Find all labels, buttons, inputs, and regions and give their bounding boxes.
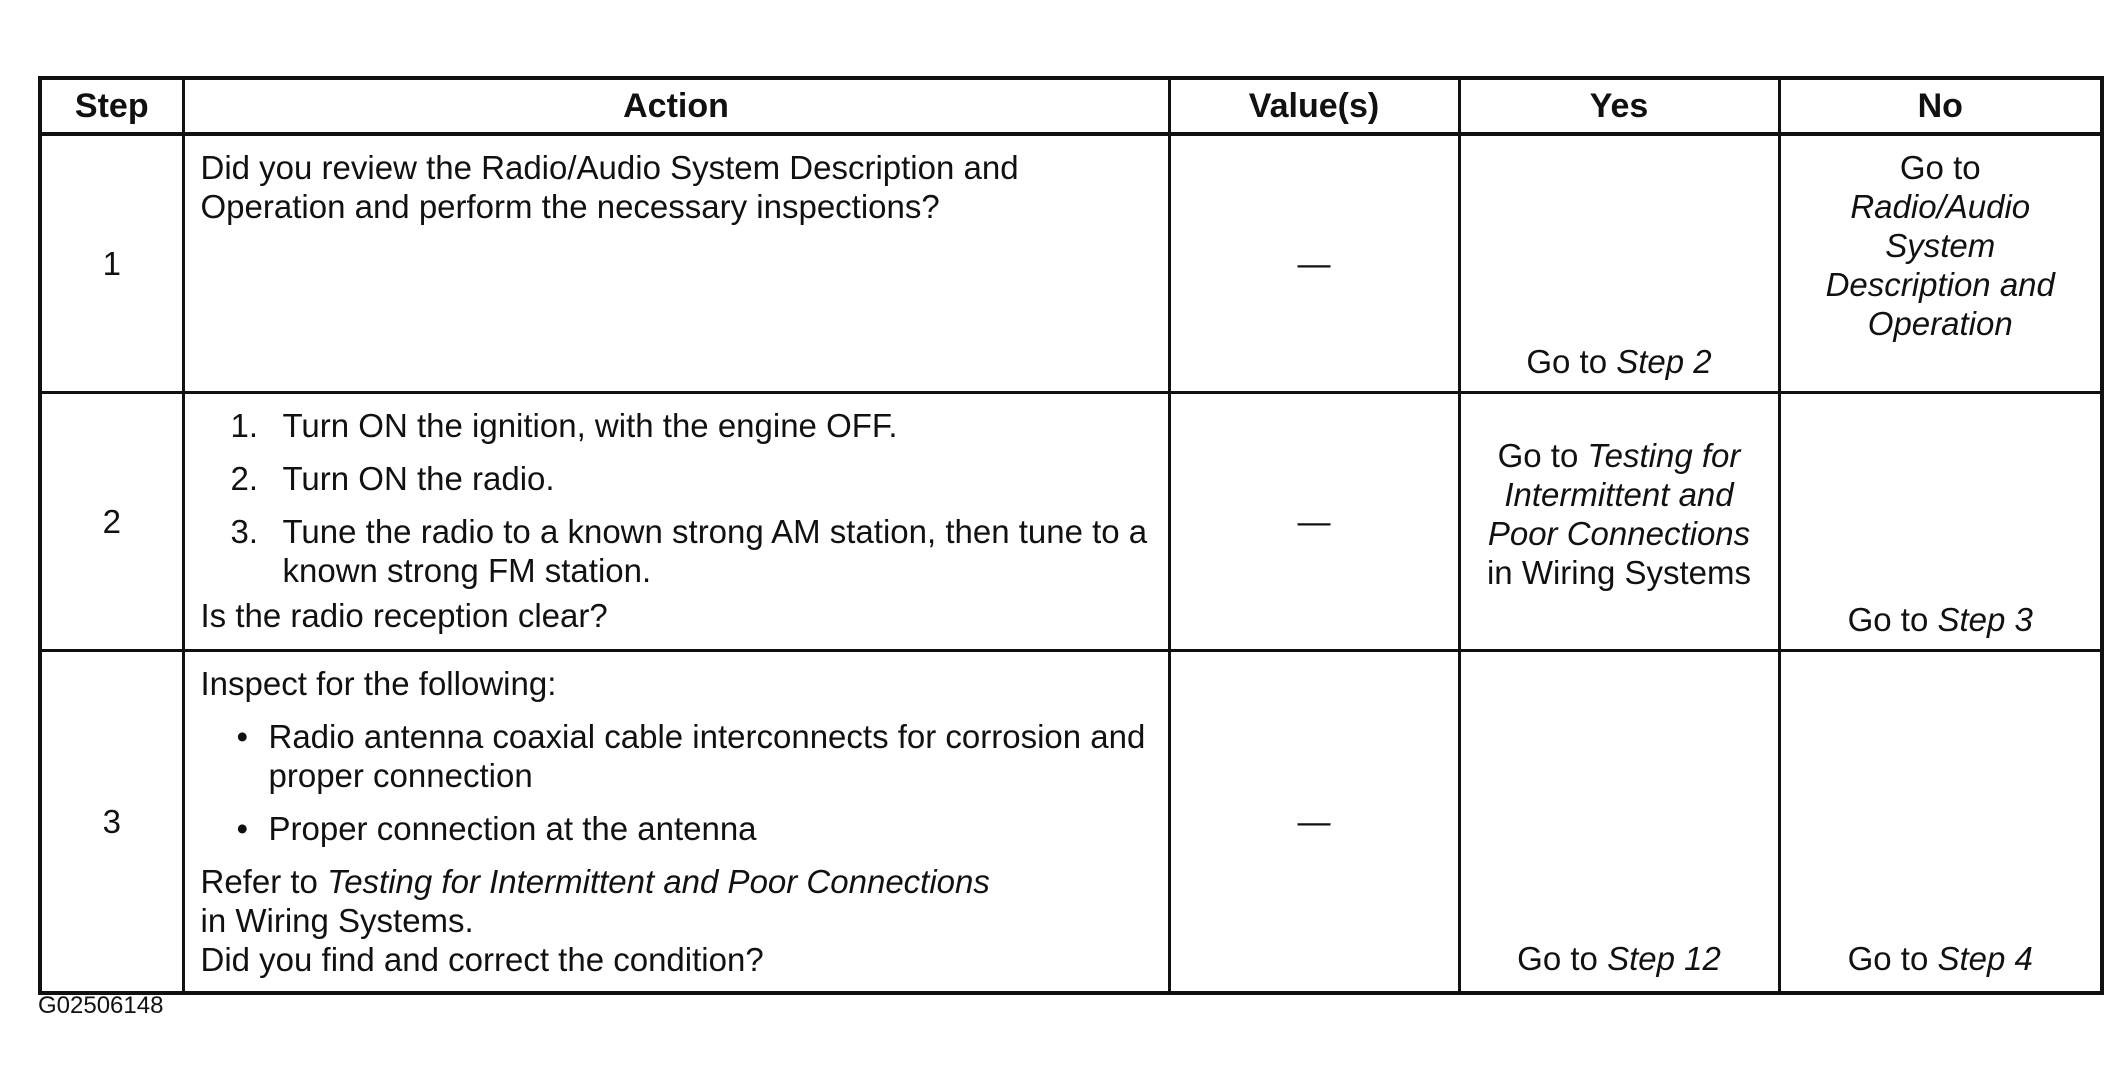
figure-id: G02506148 (38, 992, 164, 1019)
list-item (201, 459, 1154, 498)
numbered-steps (201, 406, 1154, 590)
list-text: Tune the radio to a known strong AM station, then tune to a known strong FM station. (282, 513, 1148, 589)
step-number: 2 (40, 393, 183, 651)
table-row (40, 134, 2102, 393)
list-text: Turn ON the radio. (282, 460, 555, 497)
value-dash: — (1297, 244, 1331, 282)
goto-link[interactable]: Step 3 (1937, 601, 2033, 638)
goto-link[interactable]: Testing for Intermittent and Poor Connections (1487, 437, 1751, 552)
action-cell (183, 651, 1169, 994)
list-item (201, 512, 1154, 590)
yes-cell (1459, 134, 1779, 393)
goto-prefix: Go to (1847, 601, 1938, 638)
yes-goto[interactable] (1461, 342, 1778, 381)
question-text: Did you find and correct the condition? (200, 941, 764, 978)
no-cell (1779, 393, 2102, 651)
list-number: 2. (230, 460, 259, 497)
no-goto[interactable] (1781, 939, 2101, 978)
no-goto[interactable] (1781, 600, 2101, 639)
goto-prefix: Go to (1847, 940, 1938, 977)
table-row (40, 393, 2102, 651)
yes-goto[interactable] (1467, 436, 1772, 592)
list-item (201, 809, 1154, 848)
yes-goto[interactable] (1461, 939, 1778, 978)
list-text: Radio antenna coaxial cable interconnects for corrosion and proper connection (268, 718, 1146, 794)
goto-prefix: Go to (1899, 149, 1981, 186)
no-cell (1779, 651, 2102, 994)
step-number: 1 (40, 134, 183, 393)
refer-suffix: in Wiring Systems. (200, 902, 474, 939)
refer-text (201, 862, 1154, 901)
no-cell (1779, 134, 2102, 393)
value-dash: — (1297, 802, 1331, 840)
list-number: 3. (230, 513, 259, 550)
header-yes: Yes (1459, 78, 1779, 134)
question-text: Is the radio reception clear? (200, 597, 608, 634)
list-text: Proper connection at the antenna (268, 810, 757, 847)
refer-link[interactable]: Testing for Intermittent and Poor Connections (327, 863, 990, 900)
goto-link[interactable]: Step 12 (1607, 940, 1721, 977)
action-cell (183, 393, 1169, 651)
goto-prefix: Go to (1497, 437, 1588, 474)
list-item (201, 717, 1154, 795)
bullet-dot: • (236, 718, 249, 755)
table-row (40, 651, 2102, 994)
bullet-list (201, 717, 1154, 848)
bullet-dot: • (236, 810, 249, 847)
refer-prefix: Refer to (200, 863, 328, 900)
value-dash: — (1297, 502, 1331, 540)
header-no: No (1779, 78, 2102, 134)
goto-prefix: Go to (1526, 343, 1617, 380)
no-goto[interactable] (1787, 148, 2095, 343)
yes-cell (1459, 651, 1779, 994)
list-text: Turn ON the ignition, with the engine OFF. (282, 407, 898, 444)
action-cell (183, 134, 1169, 393)
intro-text: Inspect for the following: (200, 665, 557, 702)
diagnostic-table (38, 76, 2104, 995)
value-cell (1169, 651, 1459, 994)
header-step: Step (40, 78, 183, 134)
list-item (201, 406, 1154, 445)
header-row (40, 78, 2102, 134)
value-cell (1169, 134, 1459, 393)
goto-suffix: in Wiring Systems (1486, 554, 1752, 591)
header-action: Action (183, 78, 1169, 134)
header-values: Value(s) (1169, 78, 1459, 134)
goto-prefix: Go to (1517, 940, 1608, 977)
list-number: 1. (230, 407, 259, 444)
goto-link[interactable]: Radio/Audio System Description and Operation (1825, 188, 2055, 342)
value-cell (1169, 393, 1459, 651)
step-number: 3 (40, 651, 183, 994)
goto-link[interactable]: Step 2 (1616, 343, 1712, 380)
action-text: Did you review the Radio/Audio System Description and Operation and perform the necessary inspections? (200, 149, 1019, 225)
yes-cell (1459, 393, 1779, 651)
goto-link[interactable]: Step 4 (1937, 940, 2033, 977)
